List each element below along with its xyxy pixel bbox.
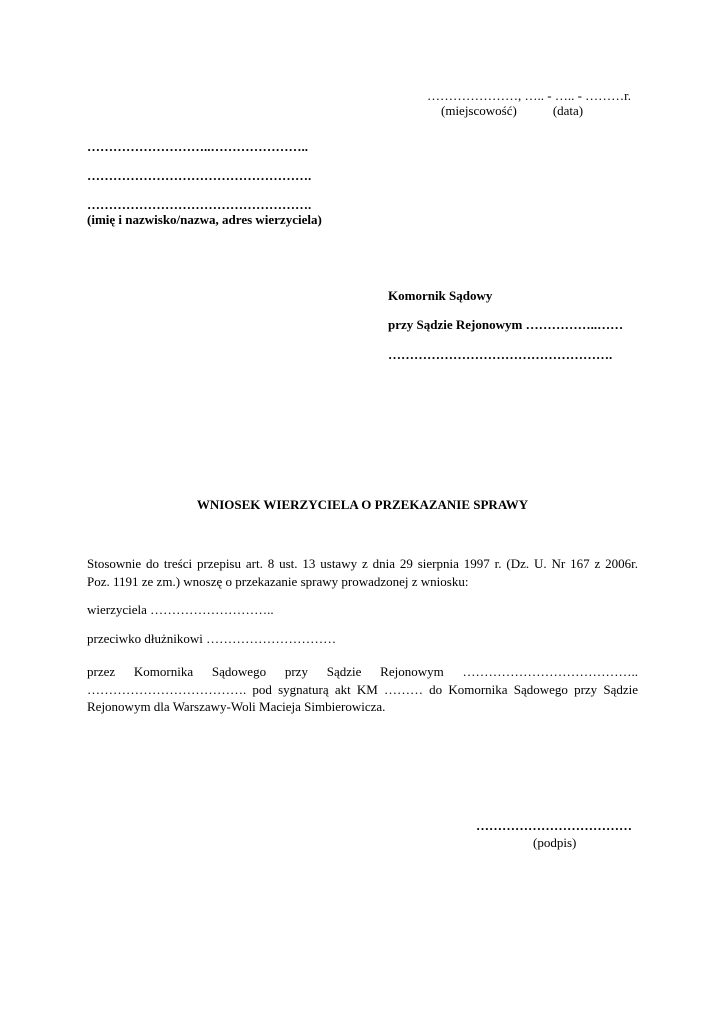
document-title: WNIOSEK WIERZYCIELA O PRZEKAZANIE SPRAWY xyxy=(196,497,529,512)
debtor-field-line: przeciwko dłużnikowi ………………………… xyxy=(87,631,337,646)
request-paragraph-line-1: Stosownie do treści przepisu art. 8 ust. 13 ustawy z dnia 29 sierpnia 1997 r. (Dz. U. Nr 167 z 2006r. xyxy=(87,556,638,571)
request-paragraph-line-2: Poz. 1191 ze zm.) wnoszę o przekazanie sprawy prowadzonej z wniosku: xyxy=(87,573,469,589)
date-label: (data) xyxy=(552,103,584,118)
creditor-field-line: wierzyciela ……………………….. xyxy=(87,602,274,617)
transfer-paragraph-line-1: przez Komornika Sądowego przy Sądzie Rejonowym ………………………………….. xyxy=(87,664,638,679)
creditor-fill-line-3: ……………………………………………. xyxy=(87,197,312,212)
recipient-court: przy Sądzie Rejonowym ……………..…… xyxy=(388,317,624,332)
place-date-fill-line: …………………, ….. - ….. - ………r. xyxy=(427,88,632,103)
transfer-paragraph xyxy=(87,663,638,716)
transfer-paragraph-line-3: Rejonowym dla Warszawy-Woli Macieja Simbierowicza. xyxy=(87,699,386,715)
recipient-address-line: ……………………………………………. xyxy=(388,347,613,362)
transfer-paragraph-line-2: ………………………………. pod sygnaturą akt KM ……… do Komornika Sądowego przy Sądzie xyxy=(87,681,638,697)
signature-fill-line: ……………………………… xyxy=(476,818,632,833)
creditor-fill-line-1: ………………………..………………….. xyxy=(87,139,308,154)
recipient-bailiff: Komornik Sądowy xyxy=(388,288,493,303)
creditor-caption: (imię i nazwisko/nazwa, adres wierzyciela) xyxy=(87,212,322,227)
request-paragraph xyxy=(87,555,638,590)
place-date-captions xyxy=(441,102,583,120)
signature-caption: (podpis) xyxy=(533,835,577,850)
place-label: (miejscowość) xyxy=(441,103,517,118)
creditor-fill-line-2: ……………………………………………. xyxy=(87,168,312,183)
